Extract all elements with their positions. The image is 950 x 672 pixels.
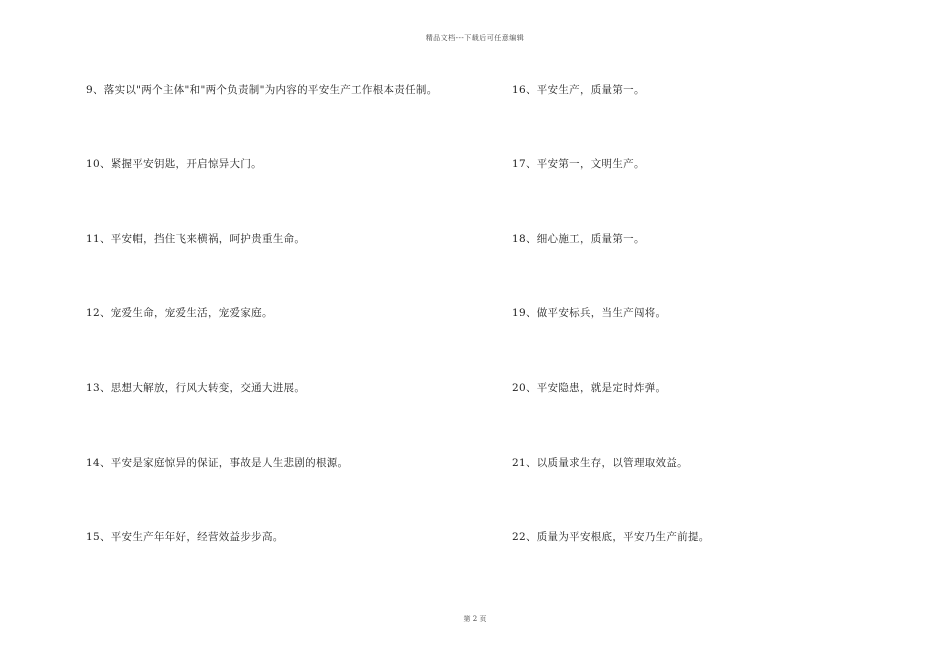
slogan-item: 14、平安是家庭惊异的保证，事故是人生悲剧的根源。	[86, 457, 349, 469]
slogan-item: 18、细心施工，质量第一。	[512, 233, 645, 245]
page-number: 第 2 页	[463, 615, 487, 623]
slogan-item: 21、以质量求生存，以管理取效益。	[512, 457, 688, 469]
slogan-item: 11、平安帽，挡住飞来横祸，呵护贵重生命。	[86, 233, 306, 245]
slogan-item: 15、平安生产年年好，经营效益步步高。	[86, 531, 284, 543]
page-header: 精品文档---下载后可任意编辑	[425, 34, 525, 42]
slogan-item: 12、宠爱生命，宠爱生活，宠爱家庭。	[86, 307, 273, 319]
slogan-item: 10、紧握平安钥匙，开启惊异大门。	[86, 158, 262, 170]
slogan-item: 20、平安隐患，就是定时炸弹。	[512, 382, 667, 394]
slogan-item: 16、平安生产，质量第一。	[512, 84, 645, 96]
slogan-item: 9、落实以"两个主体"和"两个负责制"为内容的平安生产工作根本责任制。	[86, 84, 438, 96]
slogan-item: 17、平安第一，文明生产。	[512, 158, 645, 170]
slogan-item: 13、思想大解放，行风大转变，交通大进展。	[86, 382, 306, 394]
slogan-item: 22、质量为平安根底，平安乃生产前提。	[512, 531, 710, 543]
slogan-item: 19、做平安标兵，当生产闯将。	[512, 307, 667, 319]
